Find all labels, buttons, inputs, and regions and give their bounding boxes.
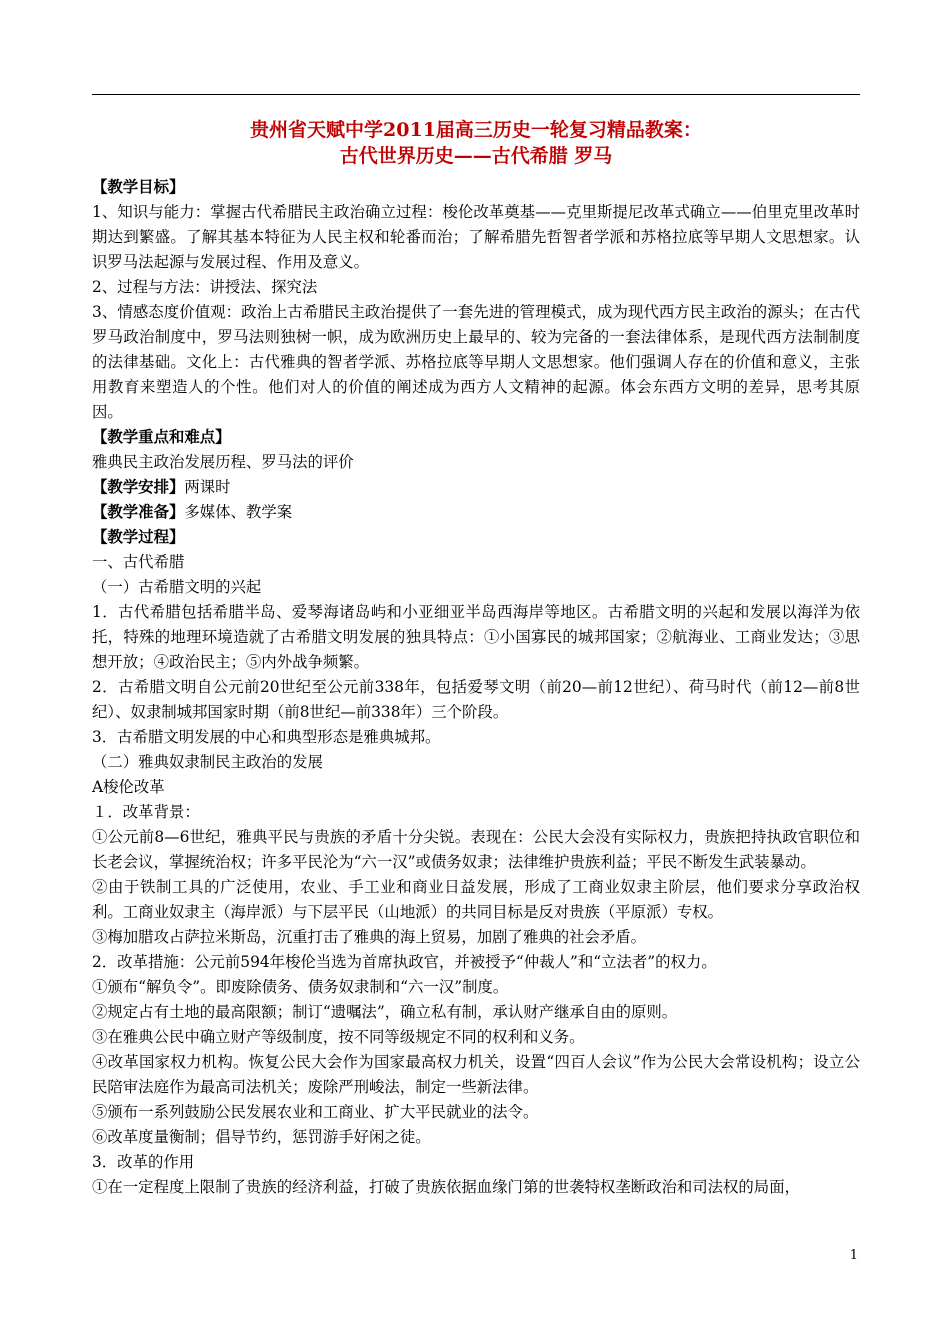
paragraph: 一、古代希腊 bbox=[92, 553, 185, 571]
schedule-value: 两课时 bbox=[184, 478, 231, 496]
paragraph: 2、过程与方法：讲授法、探究法 bbox=[92, 278, 318, 296]
paragraph: ③梅加腊攻占萨拉米斯岛，沉重打击了雅典的海上贸易，加剧了雅典的社会矛盾。 bbox=[92, 928, 647, 946]
header-rule bbox=[92, 94, 860, 95]
paragraph: ①颁布“解负令”。即废除债务、债务奴隶制和“六一汉”制度。 bbox=[92, 978, 509, 996]
paragraph: ②规定占有土地的最高限额；制订“遗嘱法”，确立私有制，承认财产继承自由的原则。 bbox=[92, 1003, 678, 1021]
paragraph: ①公元前8—6世纪，雅典平民与贵族的矛盾十分尖锐。表现在：公民大会没有实际权力，贵族把持执政官职位和长老会议，掌握统治权；许多平民沦为“六一汉”或债务奴隶；法律维护贵族利益；平民不断发生武装暴动。 bbox=[92, 828, 860, 871]
paragraph: 2．改革措施：公元前594年梭伦当选为首席执政官，并被授予“仲裁人”和“立法者”的权力。 bbox=[92, 953, 717, 971]
paragraph: ②由于铁制工具的广泛使用，农业、手工业和商业日益发展，形成了工商业奴隶主阶层，他们要求分享政治权利。工商业奴隶主（海岸派）与下层平民（山地派）的共同目标是反对贵族（平原派）专权。 bbox=[92, 878, 860, 921]
preparation-value: 多媒体、教学案 bbox=[184, 503, 293, 521]
document-title bbox=[92, 117, 860, 169]
paragraph: 1．古代希腊包括希腊半岛、爱琴海诸岛屿和小亚细亚半岛西海岸等地区。古希腊文明的兴起和发展以海洋为依托，特殊的地理环境造就了古希腊文明发展的独具特点：①小国寡民的城邦国家；②航海业、工商业发达；③思想开放；④政治民主；⑤内外战争频繁。 bbox=[92, 603, 860, 671]
section-heading-process: 【教学过程】 bbox=[92, 528, 185, 546]
paragraph: ①在一定程度上限制了贵族的经济利益，打破了贵族依据血缘门第的世袭特权垄断政治和司法权的局面， bbox=[92, 1178, 800, 1196]
document-page bbox=[92, 117, 860, 1200]
paragraph: ④改革国家权力机构。恢复公民大会作为国家最高权力机关，设置“四百人会议”作为公民大会常设机构；设立公民陪审法庭作为最高司法机关；废除严刑峻法，制定一些新法律。 bbox=[92, 1053, 860, 1096]
paragraph: 2．古希腊文明自公元前20世纪至公元前338年，包括爱琴文明（前20—前12世纪）、荷马时代（前12—前8世纪）、奴隶制城邦国家时期（前8世纪—前338年）三个阶段。 bbox=[92, 678, 860, 721]
paragraph: ⑥改革度量衡制；倡导节约，惩罚游手好闲之徒。 bbox=[92, 1128, 431, 1146]
paragraph: 3．改革的作用 bbox=[92, 1153, 195, 1171]
paragraph: 3．古希腊文明发展的中心和典型形态是雅典城邦。 bbox=[92, 728, 441, 746]
document-body bbox=[92, 175, 860, 1200]
paragraph: １．改革背景： bbox=[92, 803, 200, 821]
paragraph: 3、情感态度价值观：政治上古希腊民主政治提供了一套先进的管理模式，成为现代西方民主政治的源头；在古代罗马政治制度中，罗马法则独树一帜，成为欧洲历史上最早的、较为完备的一套法律体系，是现代西方法制制度的法律基础。文化上：古代雅典的智者学派、苏格拉底等早期人文思想家。他们强调人存在的价值和意义，主张用教育来塑造人的个性。他们对人的价值的阐述成为西方人文精神的起源。体会东西方文明的差异，思考其原因。 bbox=[92, 303, 860, 421]
schedule-label: 【教学安排】 bbox=[92, 478, 185, 496]
page-number: 1 bbox=[849, 1248, 858, 1263]
paragraph: A梭伦改革 bbox=[92, 778, 165, 796]
section-heading-key-points: 【教学重点和难点】 bbox=[92, 428, 231, 446]
paragraph: （二）雅典奴隶制民主政治的发展 bbox=[92, 753, 323, 771]
paragraph: 1、知识与能力：掌握古代希腊民主政治确立过程：梭伦改革奠基——克里斯提尼改革式确立——伯里克里改革时期达到繁盛。了解其基本特征为人民主权和轮番而治；了解希腊先哲智者学派和苏格拉底等早期人文思想家。认识罗马法起源与发展过程、作用及意义。 bbox=[92, 203, 860, 271]
title-line-1: 贵州省天赋中学2011届高三历史一轮复习精品教案： bbox=[250, 119, 702, 141]
paragraph-preparation bbox=[92, 500, 860, 525]
section-heading-objectives: 【教学目标】 bbox=[92, 178, 185, 196]
paragraph-schedule bbox=[92, 475, 860, 500]
paragraph: （一）古希腊文明的兴起 bbox=[92, 578, 262, 596]
title-line-2: 古代世界历史——古代希腊 罗马 bbox=[339, 145, 613, 167]
paragraph: ⑤颁布一系列鼓励公民发展农业和工商业、扩大平民就业的法令。 bbox=[92, 1103, 539, 1121]
paragraph: ③在雅典公民中确立财产等级制度，按不同等级规定不同的权利和义务。 bbox=[92, 1028, 585, 1046]
paragraph: 雅典民主政治发展历程、罗马法的评价 bbox=[92, 453, 354, 471]
preparation-label: 【教学准备】 bbox=[92, 503, 185, 521]
